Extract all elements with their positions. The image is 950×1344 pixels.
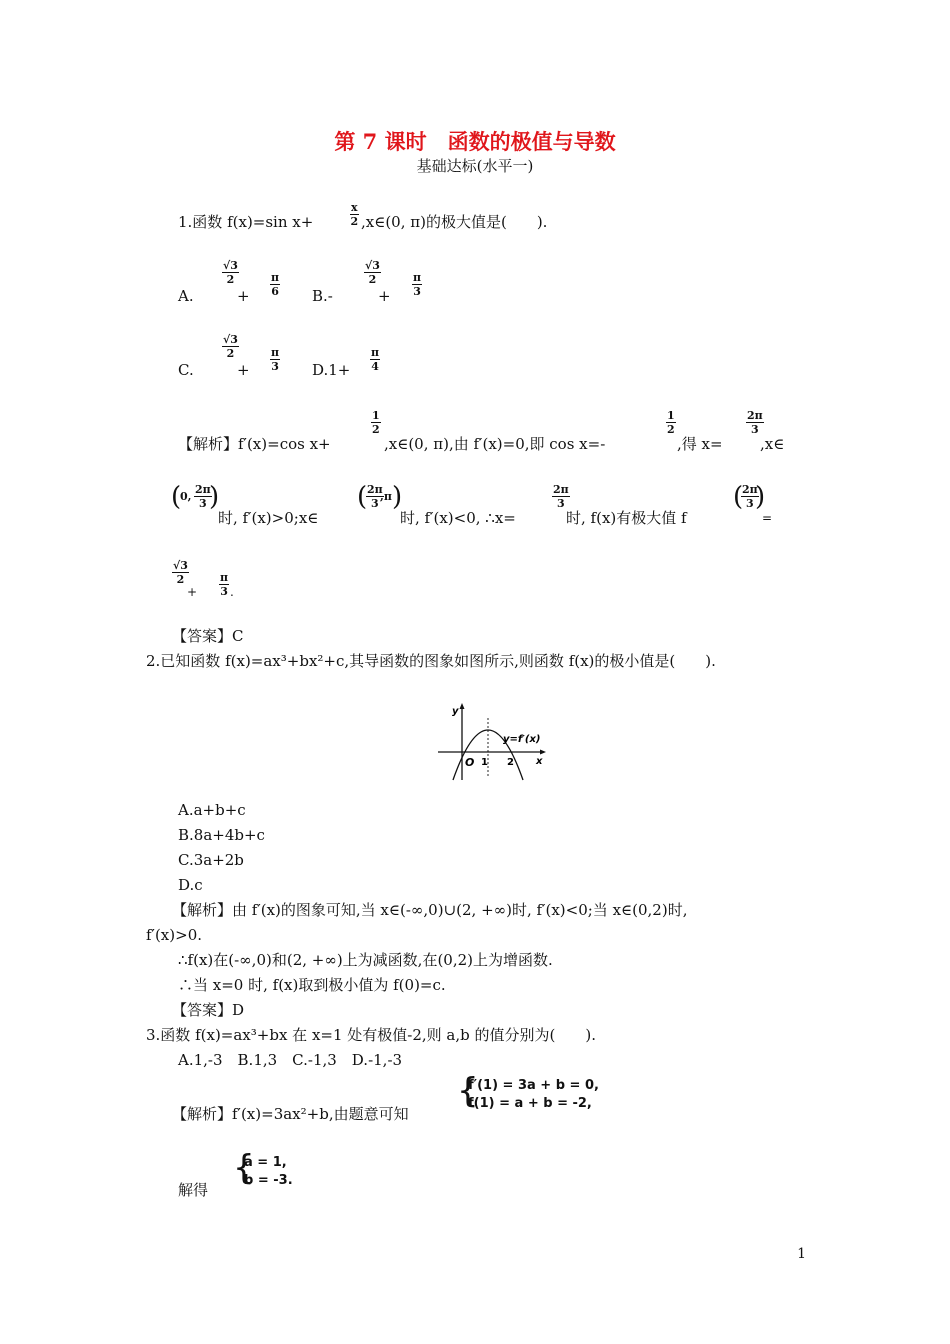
q1-option-c-frac1 — [222, 334, 239, 359]
q2-option-c: C.3a+2b — [178, 851, 244, 869]
frac-den: 4 — [371, 360, 379, 373]
frac-den: 2 — [226, 347, 235, 360]
frac-den: 2 — [176, 573, 185, 586]
q1-analysis-p2: ,x∈(0, π),由 f′(x)=0,即 cos x=- — [384, 435, 606, 453]
frac-num: 1 — [372, 409, 380, 422]
q1-stem-b: ,x∈(0, π)的极大值是( ). — [361, 213, 548, 231]
page-title: 第 7 课时 函数的极值与导数 — [334, 129, 616, 154]
q2-analysis-line2: f′(x)>0. — [146, 926, 203, 944]
interval2-end: ,π — [380, 490, 392, 503]
frac-den: 2 — [372, 423, 380, 436]
frac-num: √3 — [223, 333, 238, 346]
frac-den: 2 — [368, 273, 377, 286]
q3-options: A.1,-3 B.1,3 C.-1,3 D.-1,-3 — [178, 1051, 403, 1069]
result-plus: + — [187, 585, 198, 599]
q1-option-d-frac — [370, 347, 380, 372]
x-axis-label: x — [536, 756, 543, 767]
frac-den: 3 — [220, 585, 228, 598]
page-number: 1 — [797, 1246, 806, 1262]
q2-answer: 【答案】D — [172, 1001, 245, 1019]
q2-option-b: B.8a+4b+c — [178, 826, 265, 844]
system1-line1: f′(1) = 3a + b = 0, — [468, 1078, 599, 1093]
q2-stem: 2.已知函数 f(x)=ax³+bx²+c,其导函数的图象如图所示,则函数 f(x)的极小值是( ). — [146, 652, 716, 670]
q1-frac-x — [350, 202, 359, 227]
system2-line2: b = -3. — [244, 1173, 293, 1188]
derivative-graph — [436, 700, 548, 782]
interval1-start: 0, — [180, 490, 192, 503]
frac-num: π — [271, 271, 280, 284]
q1-analysis-half1 — [371, 410, 381, 435]
frac-den: 3 — [413, 285, 421, 298]
frac-den: 3 — [557, 497, 565, 510]
q1-option-c-plus: + — [237, 361, 250, 379]
q1-analysis-half2 — [666, 410, 676, 435]
origin-label: O — [465, 756, 475, 769]
q1-analysis-p7: 时, f(x)有极大值 f — [566, 509, 687, 527]
q1-analysis-p4: ,x∈ — [760, 435, 785, 453]
q1-answer: 【答案】C — [172, 627, 244, 645]
tick-label-2: 2 — [507, 757, 514, 768]
frac-num: 2π — [747, 409, 763, 422]
y-axis-arrow — [460, 703, 465, 709]
frac-num: π — [220, 571, 229, 584]
q2-analysis-line4: ∴当 x=0 时, f(x)取到极小值为 f(0)=c. — [178, 976, 446, 994]
frac-den: 3 — [371, 497, 379, 510]
q1-analysis-p5: 时, f′(x)>0;x∈ — [218, 509, 319, 527]
y-axis-label: y — [452, 706, 459, 717]
curve-label: y=f′(x) — [503, 734, 541, 745]
q1-option-c-frac2 — [270, 347, 280, 372]
result-period: . — [230, 585, 234, 599]
frac-num: x — [351, 201, 358, 214]
q1-option-d-label: D.1+ — [312, 361, 351, 379]
frac-den: 3 — [746, 497, 754, 510]
right-paren: ) — [392, 482, 403, 512]
frac-num: 2π — [195, 483, 211, 496]
q2-option-d: D.c — [178, 876, 203, 894]
equals-sign: = — [762, 511, 773, 525]
q2-analysis-line1: 【解析】由 f′(x)的图象可知,当 x∈(-∞,0)∪(2, +∞)时, f′(x)<0;当 x∈(0,2)时, — [172, 901, 688, 919]
q1-analysis-p6: 时, f′(x)<0, ∴x= — [400, 509, 516, 527]
frac-den: 2 — [350, 215, 359, 228]
left-paren: ( — [733, 482, 744, 512]
system2-brace: { — [233, 1148, 255, 1188]
system2-line1: a = 1, — [244, 1155, 287, 1170]
frac-den: 2 — [226, 273, 235, 286]
frac-num: √3 — [365, 259, 380, 272]
frac-num: π — [271, 346, 280, 359]
q2-option-a: A.a+b+c — [178, 801, 246, 819]
frac-den: 3 — [271, 360, 279, 373]
system1-line2: f(1) = a + b = -2, — [468, 1096, 592, 1111]
q1-option-a-label: A. — [178, 287, 194, 305]
frac-den: 3 — [751, 423, 759, 436]
q3-stem: 3.函数 f(x)=ax³+bx 在 x=1 处有极值-2,则 a,b 的值分别为( ). — [146, 1026, 596, 1044]
q1-analysis-two-pi-third — [746, 410, 764, 435]
x-axis-arrow — [540, 750, 546, 755]
system1-brace: { — [457, 1071, 479, 1111]
frac-num: π — [371, 346, 380, 359]
result-frac2 — [219, 572, 229, 597]
left-paren: ( — [171, 482, 182, 512]
q1-option-b-frac2 — [412, 272, 422, 297]
q1-option-a-frac2 — [270, 272, 280, 297]
frac-num: 2π — [367, 483, 383, 496]
q1-option-b-label: B.- — [312, 287, 333, 305]
frac-den: 6 — [271, 285, 279, 298]
q3-analysis: 【解析】f′(x)=3ax²+b,由题意可知 — [172, 1105, 409, 1123]
frac-num: 2π — [742, 483, 758, 496]
q3-solve-label: 解得 — [178, 1181, 209, 1199]
frac-num: √3 — [223, 259, 238, 272]
frac-num: π — [413, 271, 422, 284]
right-paren: ) — [209, 482, 220, 512]
q1-option-a-frac1 — [222, 260, 239, 285]
right-paren: ) — [755, 482, 766, 512]
frac-num: 2π — [553, 483, 569, 496]
q1-stem-a: 1.函数 f(x)=sin x+ — [178, 213, 314, 231]
q1-analysis-p1: 【解析】f′(x)=cos x+ — [178, 435, 331, 453]
frac-den: 3 — [199, 497, 207, 510]
q1-option-b-plus: + — [378, 287, 391, 305]
frac-num: 1 — [667, 409, 675, 422]
tick-label-1: 1 — [481, 757, 488, 768]
page-subtitle: 基础达标(水平一) — [416, 157, 534, 175]
frac-num: √3 — [173, 559, 188, 572]
q1-analysis-p3: ,得 x= — [677, 435, 723, 453]
q1-option-b-frac1 — [364, 260, 381, 285]
q1-option-a-plus: + — [237, 287, 250, 305]
q2-analysis-line3: ∴f(x)在(-∞,0)和(2, +∞)上为减函数,在(0,2)上为增函数. — [178, 951, 553, 969]
left-paren: ( — [357, 482, 368, 512]
q1-option-c-label: C. — [178, 361, 194, 379]
critical-point-frac — [552, 484, 570, 509]
frac-den: 2 — [667, 423, 675, 436]
